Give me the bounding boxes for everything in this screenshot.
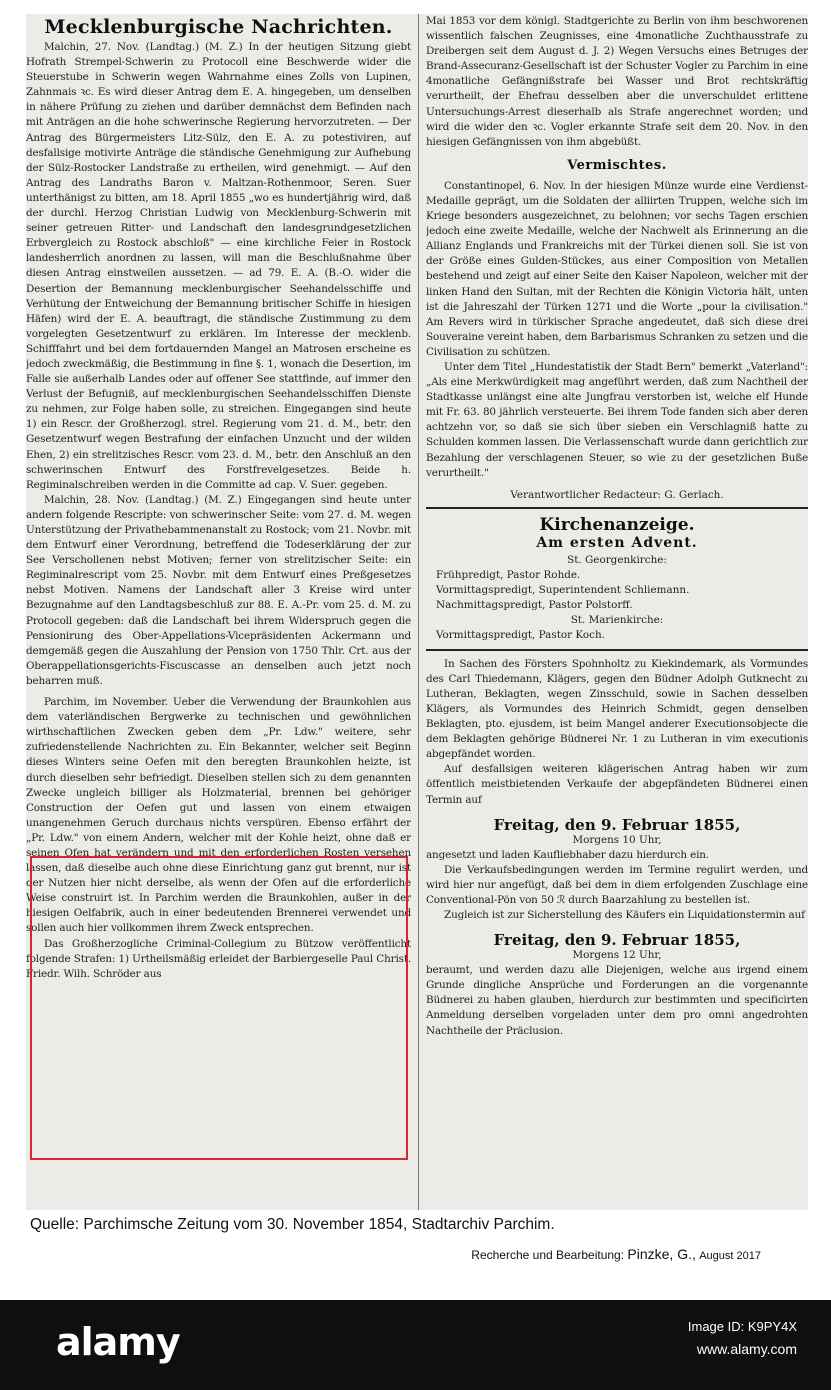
left-column [26, 14, 411, 1210]
kirchenanzeige-heading: Kirchenanzeige. [539, 514, 695, 535]
right-column [426, 14, 808, 1210]
auction-time: Morgens 10 Uhr, [572, 833, 662, 846]
auction-paragraph: Auf desfallsigen weiteren klägerischen Antrag haben wir zum öffentlich meistbietenden Verkaufe der abgepfändeten Büdnerei einen Termin auf [426, 763, 808, 806]
liquidation-date: Freitag, den 9. Februar 1855, [493, 931, 741, 950]
service-line: Vormittagspredigt, Pastor Koch. [436, 628, 605, 641]
image-id: Image ID: K9PY4X [687, 1319, 797, 1334]
auction-paragraph: In Sachen des Försters Spohnholtz zu Kiekindemark, als Vormundes des Carl Thiedemann, Klägers, gegen den Büdner Adolph Gutknecht zu Lutheran, Beklagten, wegen Zinsschuld, sowie in Sachen desselben Klägers, als Vormundes des Heinrich Schmidt, gegen denselben Beklagten, pto. ejusdem, ist beim Mangel anderer Executionsobjecte die dem Beklagten gehörige Büdnerei Nr. 1 zu Lutheran in vim executionis abgepfändet worden. [426, 657, 808, 761]
auction-date: Freitag, den 9. Februar 1855, [493, 815, 741, 834]
column-divider [418, 14, 419, 1210]
auction-paragraph: Zugleich ist zur Sicherstellung des Käufers ein Liquidationstermin auf [444, 909, 805, 922]
credit-line [471, 1246, 761, 1262]
article-hundestatistik: Unter dem Titel „Hundestatistik der Stadt Bern" bemerkt „Vaterland": „Als eine Merkwürdigkeit mag angeführt werden, daß zum Nachtheil der Stadtkasse unlängst eine alte Jungfrau verstorben ist, welche elf Hunde mit Fr. 63. 80 jährlich versteuerte. Bei ihrem Tode fanden sich aber deren achtzehn vor, so daß sie sich über sieben ein Verschlagniß hatte zu Schulden kommen lassen. Die Verlassenschaft wurde dann gerichtlich zur Bezahlung der verschlagenen Steuer, so wie zu der gesetzlichen Buße verurtheilt." [426, 360, 808, 479]
credit-date: August 2017 [699, 1250, 761, 1262]
article-braunkohlen: Parchim, im November. Ueber die Verwendung der Braunkohlen aus dem vaterländischen Bergwerke zu technischen und gewöhnlichen wirthschaftlichen Zwecken geben dem „Pr. Ldw." weitere, sehr zufriedenstellende Nachrichten zu. Ein Bekannter, welcher seit Beginn dieses Winters seine Oefen mit den beregten Braunkohlen heizte, ist durch dieselben sehr befriedigt. Dieselben stellen sich zu dem genannten Zwecke ungleich billiger als Holzmaterial, brennen bei gehöriger Construction der Oefen gut und lassen von einem etwaigen unangenehmen Geruch durchaus nichts verspüren. Ebenso erfährt der „Pr. Ldw." von einem Andern, welcher mit der Kohle heizt, ohne daß er seinen Ofen hat verändern und mit den erforderlichen Rosten versehen lassen, daß dieselbe auch ohne diese Einrichtung ganz gut brennt, nur ist der Nutzen hier nicht derselbe, als wenn der Ofen auf die erforderliche Weise construirt ist. In Parchim werden die Braunkohlen, außer in der hiesigen Oelfabrik, auch in einer bedeutenden Brennerei verwendet und sollen auch hier vollkommen ihrem Zweck entsprechen. [26, 696, 411, 935]
auction-paragraph: Die Verkaufsbedingungen werden im Termine regulirt werden, und wird hier nur angefügt, daß bei dem in diem erfolgenden Zuschlage eine Conventional-Pön von 50 ℛ durch Baarzahlung zu bestellen ist. [426, 863, 808, 906]
masthead: Mecklenburgische Nachrichten. [44, 16, 393, 38]
auction-paragraph: angesetzt und laden Kaufliebhaber dazu hierdurch ein. [426, 848, 709, 861]
auction-paragraph: beraumt, und werden dazu alle Diejenigen, welche aus irgend einem Grunde dingliche Ansprüche und Forderungen an die vorgenannte Büdnerei zu haben glauben, hierdurch zur bestimmten und specificirten Anmeldung derselben vorgeladen unter dem pro omni angedrohten Nachtheile der Präclusion. [426, 964, 808, 1037]
church-place-marien: St. Marienkirche: [570, 613, 664, 626]
section-rule [426, 507, 808, 509]
alamy-logo: alamy [56, 1320, 180, 1364]
article-landtag-28: Malchin, 28. Nov. (Landtag.) (M. Z.) Eingegangen sind heute unter andern folgende Rescripte: von schwerinscher Seite: vom 27. d. M. wegen Unterstützung der Privathebammenanstalt zu Rostock; vom 21. Novbr. mit dem Entwurf einer Verordnung, betreffend die Todeserklärung der zur See Verschollenen nebst Motiven; ferner von strelitzischer Seite: ein Regiminalrescript vom 25. Novbr. mit dem Entwurf eines Preßgesetzes nebst Motiven. Namens der Landschaft aller 3 Kreise wird unter Bezugnahme auf den Landtagsbeschluß zur 88. E. A.-Pr. vom 25. d. M. zu Protocoll gegeben: daß die Landschaft bei ihrem Widerspruch gegen die Pensionirung des Ober-Appellations-Vicepräsidenten Ackermann und demgemäß gegen die Auszahlung der Pension von 1750 Thlr. Crt. aus der Oberappellationsgerichts-Fiscuscasse an denselben auch jetzt noch beharren muß. [26, 493, 411, 687]
redacteur-line: Verantwortlicher Redacteur: G. Gerlach. [510, 488, 724, 501]
church-place-georgen: St. Georgenkirche: [567, 553, 667, 566]
vermischtes-heading: Vermischtes. [567, 157, 667, 173]
credit-name: Pinzke, G., [627, 1246, 696, 1262]
source-caption: Quelle: Parchimsche Zeitung vom 30. November 1854, Stadtarchiv Parchim. [30, 1216, 555, 1233]
article-constantinopel: Constantinopel, 6. Nov. In der hiesigen Münze wurde eine Verdienst-Medaille geprägt, um die Soldaten der alliirten Truppen, welche sich im Kriege besonders ausgezeichnet, zu belohnen; vor sechs Tagen erschien jedoch eine zweite Medaille, welche der Nachwelt als Erinnerung an die Allianz Englands und Frankreichs mit der Türkei dienen soll. Sie ist von der Größe eines Gulden-Stückes, aus einer Composition von Metallen bestehend und zeigt auf einer Seite den Kaiser Napoleon, welcher mit der linken Hand den Sultan, mit der Rechten die Königin Victoria hält, unten ist die Jahreszahl der Türken 1271 und die Worte „pour la civilisation." Am Revers wird in türkischer Sprache angedeutet, daß sich diese drei Souveraine vereint haben, dem Barbarismus Schranken zu setzen und die Civilisation zu schützen. [426, 179, 808, 358]
article-landtag-27: Malchin, 27. Nov. (Landtag.) (M. Z.) In der heutigen Sitzung giebt Hofrath Strempel-Schwerin zu Protocoll eine Beschwerde wider die Steuerstube in Schwerin wegen Wahrnahme eines Zolls von Lupinen, Zahnmais ꝛc. Es wird dieser Antrag dem E. A. hingegeben, um denselben in nähere Prüfung zu ziehen und darüber demnächst dem Befinden nach mit Anträgen an die hohe schwerinsche Regierung hervorzutreten. — Der Antrag des Bürgermeisters Litz-Sülz, den E. A. zu potestiviren, auf desfallsige motivirte Anträge die ständische Genehmigung zur Aufhebung der Sülz-Rostocker Landstraße zu ertheilen, wird genehmigt. — Auf den Antrag des Landraths Baron v. Maltzan-Rothenmoor, Seren. Suer unterthänigst zu bitten, am 18. April 1855 „wo es hundertjährig wird, daß der durchl. Herzog Christian Ludwig von Mecklenburg-Schwerin mit seiner getreuen Ritter- und Landschaft den landesgrundgesetzlichen Erbvergleich zu Rostock abschloß" — eine kirchliche Feier in Rostock landesherrlich anordnen zu lassen, will man die Beschlußnahme über diesen Antrag einstweilen aussetzen. — ad 79. E. A. (B.-O. wider die Desertion der Bemannung mecklenburgischer Seehandelsschiffe und Verhütung der Entweichung der Bemannung britischer Schiffe in hiesigen Häfen) wird der E. A. beauftragt, die ständische Zustimmung zu dem vorgelegten Gesetzentwurf zu erklären. Im Interesse der mecklenb. Schifffahrt und bei dem fortdauernden Mangel an Matrosen erscheine es jedoch zweckmäßig, die Bestimmung in fine §. 1, wonach die Desertion, im Falle sie außerhalb Landes oder auf offener See stattfinde, auf immer den Verlust der Befugniß, auf mecklenburgischen Seehandelsschiffen Dienste zu nehmen, zur Folge haben solle, zu streichen. Eingegangen sind heute 1) ein Rescr. der Großherzogl. strel. Regierung vom 21. d. M., betr. den Gesetzentwurf wegen Bestrafung der einfachen Unzucht und der wilden Ehen, 2) ein strelitzisches Rescr. vom 23. d. M., betr. den Anschluß an den schwerinschen Entwurf des Forstfrevelgesetzes. Beide h. Regiminalschreiben werden in die Committe ad cap. V. Suer. gegeben. [26, 41, 411, 491]
credit-prefix: Recherche und Bearbeitung: [471, 1248, 625, 1262]
section-rule [426, 649, 808, 651]
service-line: Vormittagspredigt, Superintendent Schliemann. [436, 583, 690, 596]
service-line: Frühpredigt, Pastor Rohde. [436, 568, 581, 581]
alamy-info [688, 1316, 797, 1360]
advent-subheading: Am ersten Advent. [536, 534, 698, 551]
newspaper-page [26, 14, 808, 1210]
article-criminal-collegium: Das Großherzogliche Criminal-Collegium zu Bützow veröffentlicht folgende Strafen: 1) Urtheilsmäßig erleidet der Barbiergeselle Paul Christ. Friedr. Wilh. Schröder aus [26, 937, 411, 980]
alamy-url: www.alamy.com [696, 1341, 797, 1357]
liquidation-time: Morgens 12 Uhr, [572, 949, 662, 962]
watermark-footer [0, 1300, 831, 1390]
service-line: Nachmittagspredigt, Pastor Polstorff. [436, 598, 633, 611]
article-continued: Mai 1853 vor dem königl. Stadtgerichte zu Berlin von ihm beschworenen wissentlich falschen Zeugnisses, eine 4monatliche Zuchthausstrafe zu Dreibergen seit dem August d. J. 2) Wegen Versuchs eines Betruges der Brand-Assecuranz-Gesellschaft ist der Schuster Vogler zu Parchim in eine 4monatliche Gefängnißstrafe bei Wasser und Brot rechtskräftig verurtheilt, der Ehefrau desselben aber die unverschuldet erlittene Untersuchungs-Arrest dieserhalb als Strafe angerechnet worden; und wird die wider den ꝛc. Vogler erkannte Strafe seit dem 20. Nov. in den hiesigen Gefängnissen von ihm abgebüßt. [426, 15, 808, 148]
